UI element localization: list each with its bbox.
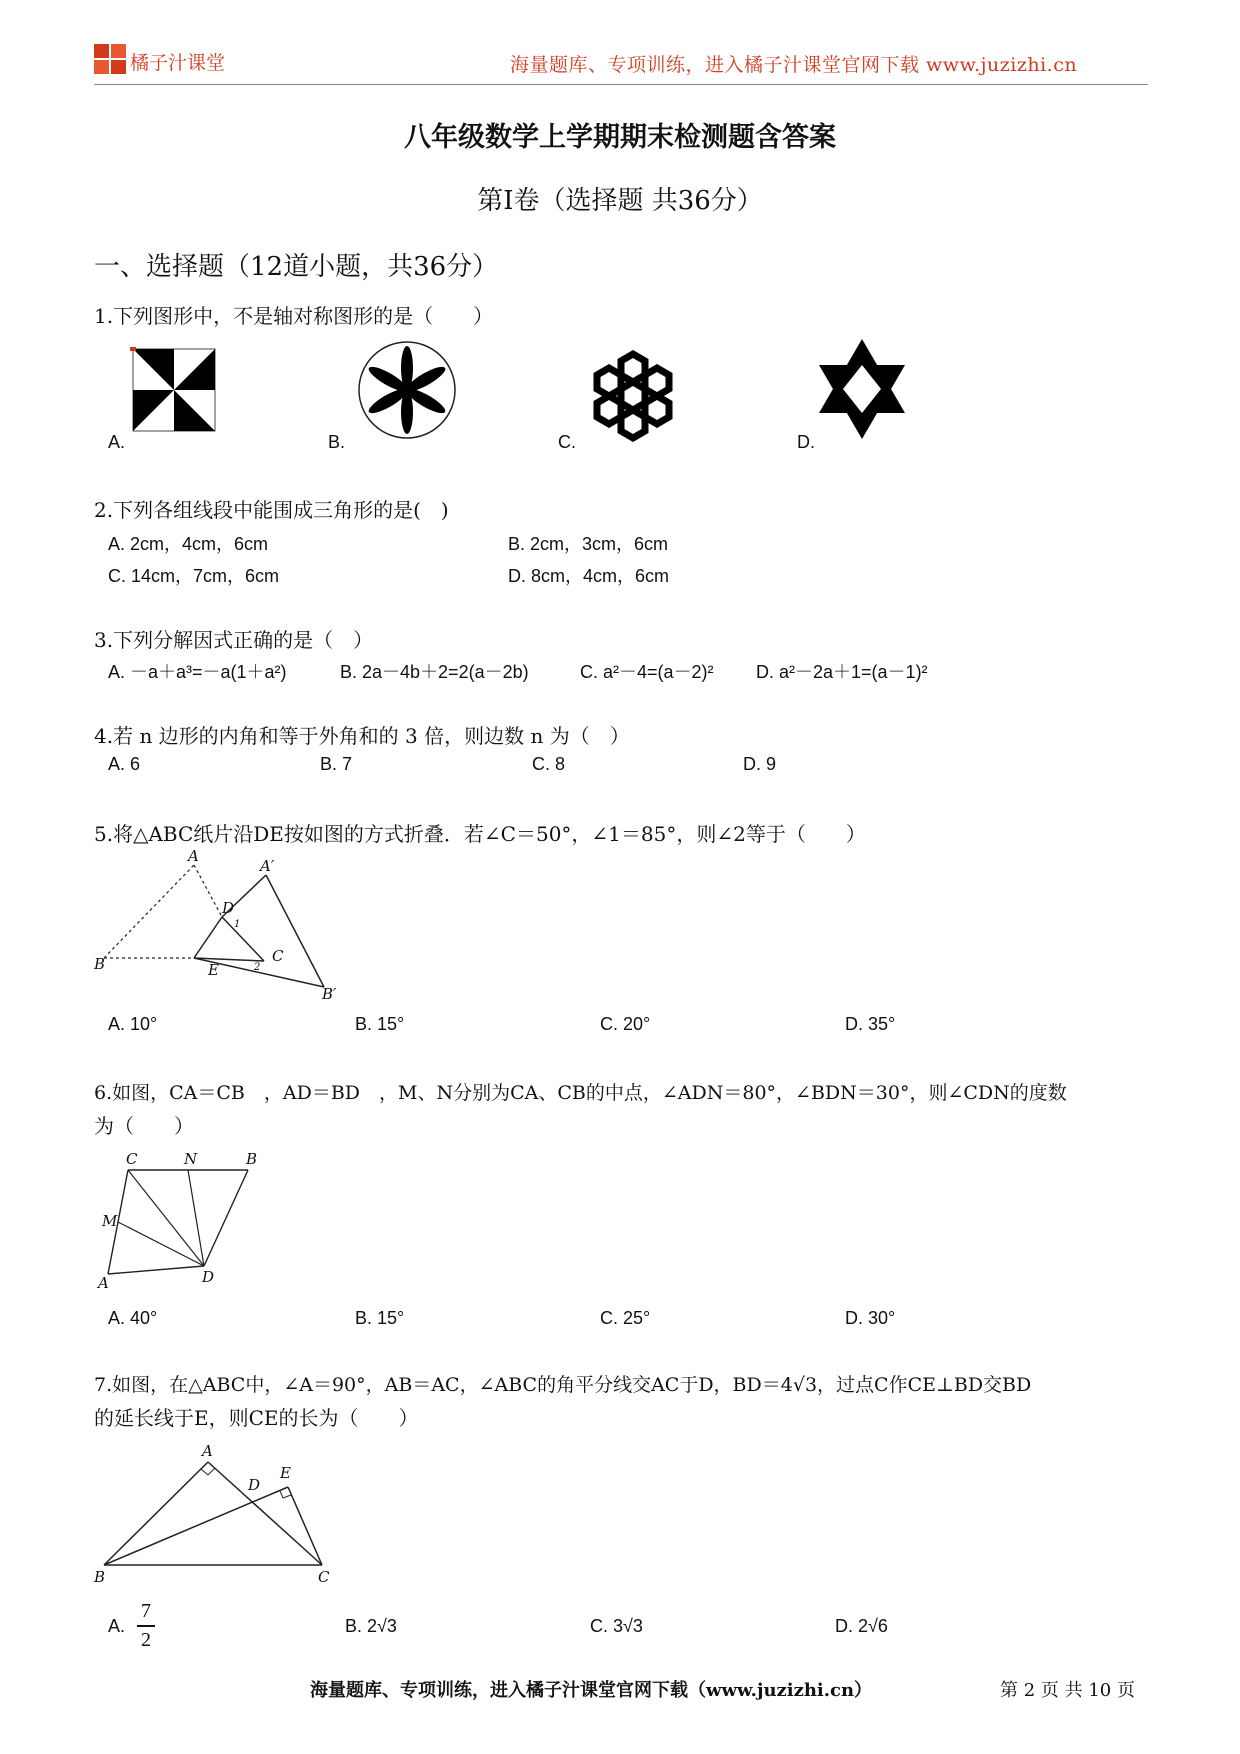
q5-label-b-prime: B′ (322, 985, 337, 1003)
q6-quadrilateral-figure (94, 1150, 274, 1290)
section-title: 一、选择题（12道小题，共36分） (94, 252, 499, 282)
q5-label-c: C (272, 947, 284, 965)
question-6-stem-line2: 为（ ） (94, 1114, 194, 1138)
fraction-numerator: 7 (141, 1600, 151, 1622)
question-7-stem-line1: 7.如图，在△ABC中，∠A＝90°，AB＝AC，∠ABC的角平分线交AC于D，BD＝4√3，过点C作CE⊥BD交BD (94, 1374, 1032, 1396)
question-6-stem-line1: 6.如图，CA＝CB ，AD＝BD ，M、N分别为CA、CB的中点，∠ADN＝80°，∠BDN＝30°，则∠CDN的度数 (94, 1082, 1067, 1104)
q5-option-b: B. 15° (355, 1014, 405, 1034)
document-subtitle: 第Ⅰ卷（选择题 共36分） (477, 186, 763, 216)
q5-label-a: A (188, 847, 199, 865)
header-banner: 海量题库、专项训练，进入橘子汁课堂官网下载 www.juzizhi.cn (510, 54, 1078, 76)
q6-label-d: D (202, 1268, 215, 1286)
q7-option-b: B. 2√3 (345, 1616, 397, 1636)
question-4-stem: 4.若 n 边形的内角和等于外角和的 3 倍，则边数 n 为（ ） (94, 724, 630, 748)
q7-right-triangle-figure (90, 1440, 340, 1590)
q7-label-a: A (202, 1442, 213, 1460)
q7-option-a-fraction (137, 1600, 155, 1652)
q2-option-b: B. 2cm，3cm，6cm (508, 534, 669, 554)
q7-option-a-label: A. (108, 1616, 126, 1636)
q1-label-d: D. (797, 432, 815, 452)
q3-option-a: A. －a＋a³=－a(1＋a²) (108, 662, 287, 682)
q6-option-a: A. 40° (108, 1308, 158, 1328)
q7-label-d: D (248, 1476, 261, 1494)
q5-label-d: D (222, 899, 235, 917)
q5-option-a: A. 10° (108, 1014, 158, 1034)
q6-label-n: N (184, 1150, 198, 1168)
q2-option-d: D. 8cm，4cm，6cm (508, 566, 670, 586)
question-5-stem: 5.将△ABC纸片沿DE按如图的方式折叠．若∠C＝50°，∠1＝85°，则∠2等于（ ） (94, 822, 866, 846)
q6-label-b: B (246, 1150, 258, 1168)
star-of-david-figure (815, 337, 909, 441)
q1-label-c: C. (558, 432, 576, 452)
logo-icon (94, 44, 128, 76)
q4-option-a: A. 6 (108, 754, 141, 774)
q5-label-e: E (208, 961, 219, 979)
q6-label-m: M (102, 1212, 118, 1230)
q1-label-b: B. (328, 432, 346, 452)
question-1-stem: 1.下列图形中，不是轴对称图形的是（ ） (94, 304, 494, 328)
q3-option-c: C. a²－4=(a－2)² (580, 662, 714, 682)
question-7-stem-line2: 的延长线于E，则CE的长为（ ） (94, 1406, 419, 1430)
q7-label-c: C (318, 1568, 330, 1586)
question-2-stem: 2.下列各组线段中能围成三角形的是( ) (94, 498, 449, 522)
footer-text: 海量题库、专项训练，进入橘子汁课堂官网下载（www.juzizhi.cn） (310, 1680, 873, 1701)
q4-option-b: B. 7 (320, 754, 353, 774)
q4-option-c: C. 8 (532, 754, 566, 774)
q2-option-a: A. 2cm，4cm，6cm (108, 534, 269, 554)
q5-fold-triangle-figure (90, 845, 350, 1005)
q6-label-c: C (126, 1150, 138, 1168)
flower-circle-figure (355, 338, 459, 442)
q3-option-d: D. a²－2a＋1=(a－1)² (756, 662, 928, 682)
logo-text: 橘子汁课堂 (130, 52, 226, 74)
q7-option-c: C. 3√3 (590, 1616, 643, 1636)
q5-label-angle-1: 1 (234, 919, 241, 930)
q7-option-d: D. 2√6 (835, 1616, 888, 1636)
q5-label-angle-2: 2 (254, 962, 261, 973)
q2-option-c: C. 14cm，7cm，6cm (108, 566, 280, 586)
q1-label-a: A. (108, 432, 126, 452)
q5-option-c: C. 20° (600, 1014, 651, 1034)
hexagon-cluster-figure (578, 344, 688, 444)
q3-option-b: B. 2a－4b＋2=2(a－2b) (340, 662, 529, 682)
q6-option-b: B. 15° (355, 1308, 405, 1328)
fraction-bar (137, 1625, 155, 1627)
q7-label-e: E (280, 1464, 291, 1482)
document-title: 八年级数学上学期期末检测题含答案 (404, 122, 836, 153)
q5-option-d: D. 35° (845, 1014, 896, 1034)
q4-option-d: D. 9 (743, 754, 777, 774)
q5-label-a-prime: A′ (260, 857, 275, 875)
pinwheel-figure (130, 345, 220, 440)
fraction-denominator: 2 (141, 1628, 151, 1651)
question-3-stem: 3.下列分解因式正确的是（ ） (94, 628, 374, 652)
q6-option-c: C. 25° (600, 1308, 651, 1328)
q5-label-b: B (94, 955, 106, 973)
q7-label-b: B (94, 1568, 106, 1586)
q6-option-d: D. 30° (845, 1308, 896, 1328)
header-divider (94, 84, 1148, 85)
page-number: 第 2 页 共 10 页 (1000, 1680, 1135, 1701)
q6-label-a: A (98, 1274, 109, 1290)
